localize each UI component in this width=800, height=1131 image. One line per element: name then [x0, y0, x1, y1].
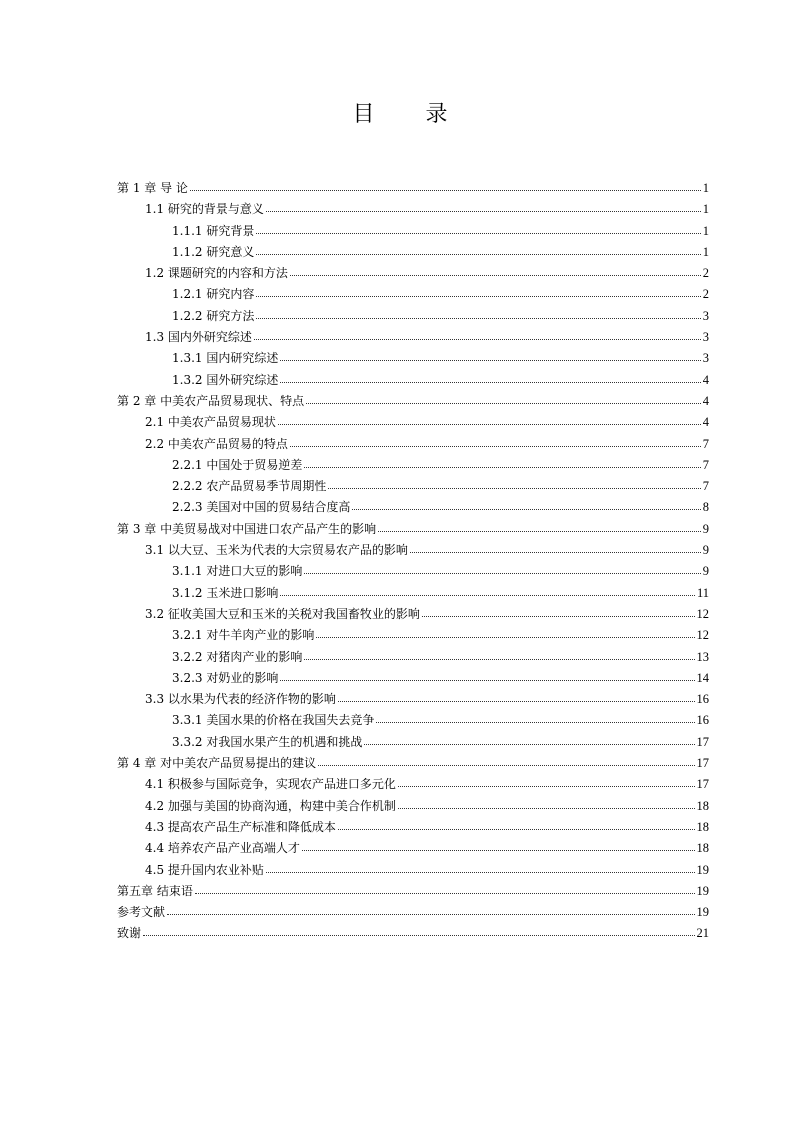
toc-entry[interactable] [117, 391, 709, 412]
toc-leader-dots [338, 700, 695, 702]
toc-leader-dots [256, 317, 700, 319]
toc-entry-page-number: 11 [696, 585, 709, 600]
toc-entry-page-number: 16 [696, 713, 709, 728]
toc-entry-label: 4.1 积极参与国际竞争，实现农产品进口多元化 [145, 777, 396, 792]
toc-entry[interactable] [117, 284, 709, 305]
toc-entry-page-number: 8 [702, 500, 709, 515]
toc-entry-page-number: 9 [702, 564, 709, 579]
toc-entry-label: 1.2 课题研究的内容和方法 [145, 266, 288, 281]
toc-entry-label: 3.1 以大豆、玉米为代表的大宗贸易农产品的影响 [145, 543, 408, 558]
toc-leader-dots [304, 572, 700, 574]
toc-entry-label: 参考文献 [117, 905, 166, 920]
toc-entry[interactable] [117, 263, 709, 284]
toc-entry[interactable] [117, 753, 709, 774]
toc-leader-dots [280, 594, 695, 596]
page-title: 目 录 [352, 102, 470, 127]
toc-entry[interactable] [117, 370, 709, 391]
toc-entry-page-number: 9 [702, 543, 709, 558]
toc-leader-dots [306, 402, 701, 404]
toc-entry-page-number: 18 [696, 798, 709, 813]
toc-entry[interactable] [117, 796, 709, 817]
toc-entry[interactable] [117, 434, 709, 455]
toc-entry[interactable] [117, 476, 709, 497]
toc-leader-dots [422, 615, 695, 617]
toc-leader-dots [304, 658, 694, 660]
toc-entry-label: 3.2 征收美国大豆和玉米的关税对我国畜牧业的影响 [145, 606, 420, 621]
toc-leader-dots [352, 508, 700, 510]
toc-leader-dots [376, 721, 694, 723]
toc-leader-dots [304, 466, 700, 468]
toc-leader-dots [410, 551, 701, 553]
toc-entry-label: 第 4 章 对中美农产品贸易提出的建议 [117, 756, 317, 771]
toc-entry-label: 3.3 以水果为代表的经济作物的影响 [145, 692, 336, 707]
toc-entry-page-number: 1 [702, 244, 709, 259]
toc-leader-dots [398, 785, 695, 787]
toc-entry-page-number: 2 [702, 266, 709, 281]
toc-entry-label: 3.2.3 对奶业的影响 [172, 670, 279, 685]
toc-entry-page-number: 1 [702, 181, 709, 195]
toc-entry-label: 4.3 提高农产品生产标准和降低成本 [145, 819, 336, 834]
toc-entry[interactable] [117, 838, 709, 859]
toc-entry-page-number: 1 [702, 202, 709, 217]
toc-leader-dots [280, 679, 694, 681]
toc-entry[interactable] [117, 604, 709, 625]
toc-entry-label: 3.3.1 美国水果的价格在我国失去竞争 [172, 713, 375, 728]
toc-entry[interactable] [117, 178, 709, 199]
toc-entry[interactable] [117, 860, 709, 881]
toc-entry-label: 致谢 [117, 926, 142, 941]
toc-entry-label: 2.2 中美农产品贸易的特点 [145, 436, 288, 451]
table-of-contents [117, 178, 709, 945]
toc-entry[interactable] [117, 817, 709, 838]
toc-entry-label: 1.3.1 国内研究综述 [172, 351, 279, 366]
toc-entry-page-number: 7 [702, 457, 709, 472]
toc-entry[interactable] [117, 561, 709, 582]
toc-entry-label: 1.2.2 研究方法 [172, 308, 255, 323]
toc-entry[interactable] [117, 923, 709, 944]
toc-entry-label: 第 1 章 导 论 [117, 181, 188, 195]
toc-entry[interactable] [117, 583, 709, 604]
toc-entry-page-number: 17 [696, 777, 709, 792]
toc-entry-label: 3.2.1 对牛羊肉产业的影响 [172, 628, 315, 643]
toc-entry-page-number: 2 [702, 287, 709, 302]
toc-entry-page-number: 4 [702, 415, 709, 430]
toc-leader-dots [195, 892, 695, 894]
toc-entry-page-number: 13 [696, 649, 709, 664]
toc-entry[interactable] [117, 647, 709, 668]
toc-entry[interactable] [117, 242, 709, 263]
toc-entry-label: 1.3.2 国外研究综述 [172, 372, 279, 387]
toc-entry-label: 3.3.2 对我国水果产生的机遇和挑战 [172, 734, 363, 749]
toc-entry-label: 3.1.2 玉米进口影响 [172, 585, 279, 600]
toc-entry-page-number: 21 [696, 926, 709, 941]
toc-entry-page-number: 3 [702, 308, 709, 323]
toc-entry-page-number: 1 [702, 223, 709, 238]
toc-leader-dots [280, 381, 700, 383]
toc-leader-dots [318, 764, 694, 766]
toc-leader-dots [190, 189, 701, 191]
toc-entry-label: 3.1.1 对进口大豆的影响 [172, 564, 303, 579]
toc-leader-dots [290, 445, 701, 447]
toc-leader-dots [364, 743, 694, 745]
toc-leader-dots [290, 274, 701, 276]
toc-entry-label: 2.2.3 美国对中国的贸易结合度高 [172, 500, 351, 515]
toc-entry-page-number: 19 [696, 883, 709, 898]
toc-entry-label: 2.2.1 中国处于贸易逆差 [172, 457, 303, 472]
toc-leader-dots [256, 295, 700, 297]
toc-entry-label: 第五章 结束语 [117, 883, 193, 898]
toc-leader-dots [378, 530, 701, 532]
toc-leader-dots [280, 359, 700, 361]
toc-leader-dots [266, 210, 701, 212]
toc-entry-label: 1.1.1 研究背景 [172, 223, 255, 238]
toc-entry-label: 1.3 国内外研究综述 [145, 330, 252, 345]
toc-leader-dots [398, 807, 695, 809]
toc-leader-dots [278, 423, 701, 425]
toc-entry-page-number: 4 [702, 372, 709, 387]
toc-entry-label: 2.1 中美农产品贸易现状 [145, 415, 276, 430]
toc-entry-page-number: 17 [696, 756, 709, 771]
toc-entry-page-number: 3 [702, 330, 709, 345]
toc-leader-dots [167, 913, 694, 915]
toc-entry[interactable] [117, 732, 709, 753]
toc-entry-label: 第 3 章 中美贸易战对中国进口农产品产生的影响 [117, 521, 377, 536]
toc-entry-page-number: 12 [696, 606, 709, 621]
toc-entry[interactable] [117, 625, 709, 646]
toc-entry[interactable] [117, 497, 709, 518]
toc-leader-dots [328, 487, 700, 489]
toc-entry-page-number: 19 [696, 862, 709, 877]
toc-entry-label: 2.2.2 农产品贸易季节周期性 [172, 479, 327, 494]
toc-entry-label: 1.1.2 研究意义 [172, 244, 255, 259]
toc-entry-page-number: 16 [696, 692, 709, 707]
toc-entry[interactable] [117, 519, 709, 540]
toc-entry-label: 4.5 提升国内农业补贴 [145, 862, 264, 877]
toc-entry[interactable] [117, 540, 709, 561]
toc-entry[interactable] [117, 221, 709, 242]
toc-entry[interactable] [117, 412, 709, 433]
toc-entry[interactable] [117, 306, 709, 327]
toc-leader-dots [338, 828, 695, 830]
toc-leader-dots [302, 849, 695, 851]
toc-entry-label: 1.1 研究的背景与意义 [145, 202, 264, 217]
toc-entry[interactable] [117, 710, 709, 731]
toc-entry-label: 3.2.2 对猪肉产业的影响 [172, 649, 303, 664]
toc-leader-dots [256, 253, 700, 255]
toc-entry[interactable] [117, 881, 709, 902]
toc-entry[interactable] [117, 902, 709, 923]
toc-entry-page-number: 7 [702, 436, 709, 451]
toc-entry[interactable] [117, 689, 709, 710]
toc-entry[interactable] [117, 668, 709, 689]
toc-entry-label: 4.4 培养农产品产业高端人才 [145, 841, 300, 856]
toc-leader-dots [256, 232, 700, 234]
toc-leader-dots [143, 934, 694, 936]
toc-leader-dots [266, 871, 695, 873]
toc-entry[interactable] [117, 774, 709, 795]
toc-entry-label: 第 2 章 中美农产品贸易现状、特点 [117, 393, 305, 408]
toc-entry[interactable] [117, 199, 709, 220]
toc-leader-dots [316, 636, 694, 638]
toc-entry-label: 4.2 加强与美国的协商沟通，构建中美合作机制 [145, 798, 396, 813]
toc-entry[interactable] [117, 327, 709, 348]
toc-entry[interactable] [117, 455, 709, 476]
toc-entry-page-number: 18 [696, 819, 709, 834]
toc-entry[interactable] [117, 348, 709, 369]
toc-entry-page-number: 17 [696, 734, 709, 749]
toc-entry-page-number: 18 [696, 841, 709, 856]
toc-entry-page-number: 4 [702, 393, 709, 408]
toc-entry-label: 1.2.1 研究内容 [172, 287, 255, 302]
toc-entry-page-number: 9 [702, 521, 709, 536]
toc-entry-page-number: 3 [702, 351, 709, 366]
toc-entry-page-number: 14 [696, 670, 709, 685]
toc-entry-page-number: 12 [696, 628, 709, 643]
toc-leader-dots [254, 338, 701, 340]
toc-entry-page-number: 7 [702, 479, 709, 494]
toc-entry-page-number: 19 [696, 905, 709, 920]
